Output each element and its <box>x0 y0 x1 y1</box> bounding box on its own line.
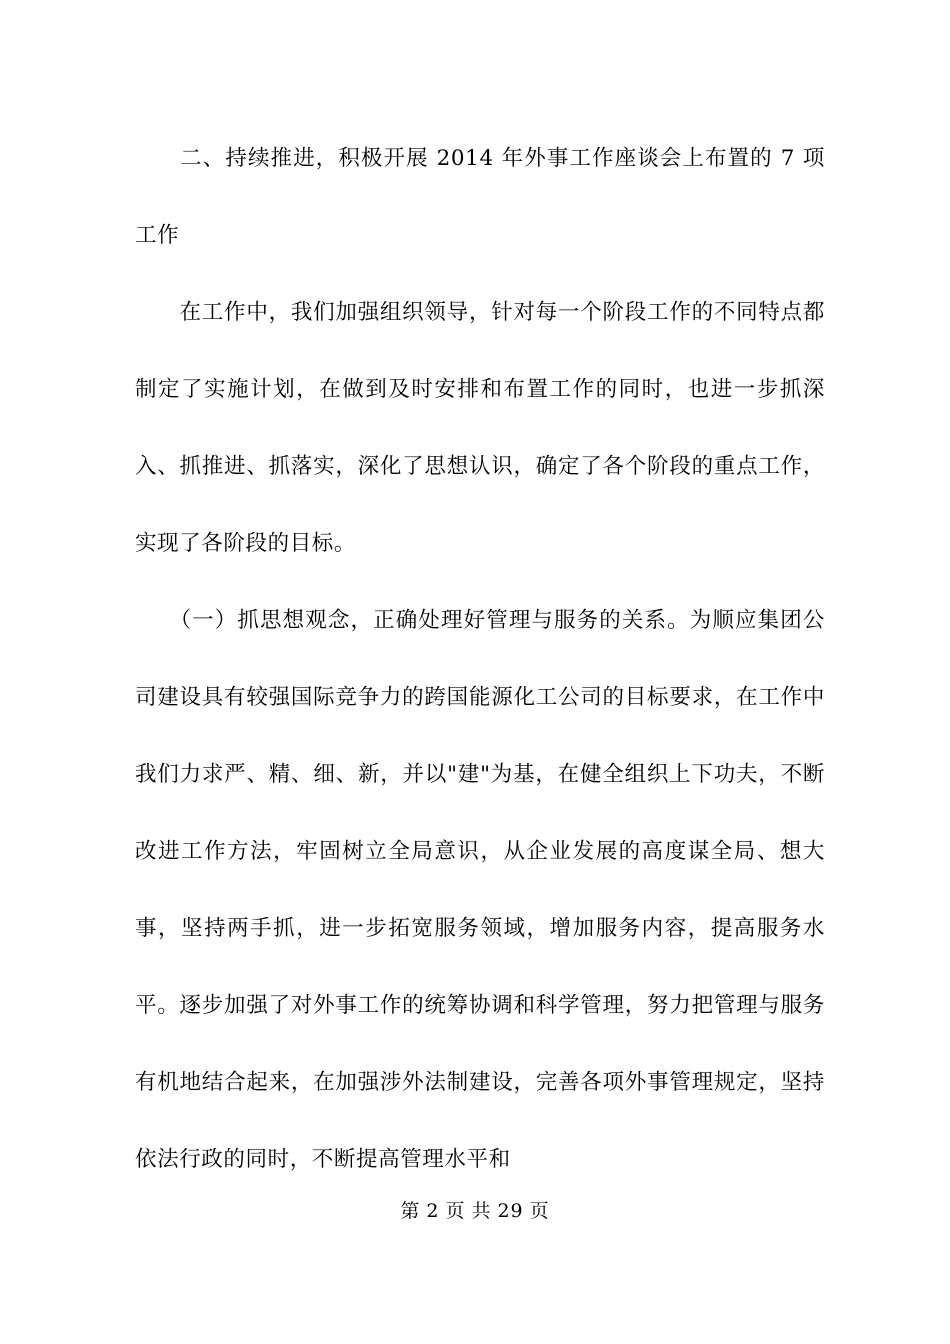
paragraph-heading: 二、持续推进，积极开展 2014 年外事工作座谈会上布置的 7 项工作 <box>135 146 825 248</box>
footer-page-unit: 页 <box>445 1200 466 1222</box>
page-footer <box>0 1196 950 1223</box>
footer-page-label: 第 <box>400 1200 421 1222</box>
footer-total-number: 29 <box>497 1200 524 1222</box>
footer-total-label: 共 <box>471 1200 492 1222</box>
paragraph-body-2: （一）抓思想观念，正确处理好管理与服务的关系。为顺应集团公司建设具有较强国际竞争力的跨国能源化工公司的目标要求，在工作中我们力求严、精、细、新，并以"建"为基，在健全组织上下功夫，不断改进工作方法，牢固树立全局意识，从企业发展的高度谋全局、想大事，坚持两手抓，进一步拓宽服务领域，增加服务内容，提高服务水平。逐步加强了对外事工作的统筹协调和科学管理，努力把管理与服务有机地结合起来，在加强涉外法制建设，完善各项外事管理规定，坚持依法行政的同时，不断提高管理水平和 <box>135 608 825 1172</box>
footer-total-unit: 页 <box>529 1200 550 1222</box>
paragraph-body-1: 在工作中，我们加强组织领导，针对每一个阶段工作的不同特点都制定了实施计划，在做到及时安排和布置工作的同时，也进一步抓深入、抓推进、抓落实，深化了思想认识，确定了各个阶段的重点工作，实现了各阶段的目标。 <box>135 300 825 556</box>
document-body <box>135 120 825 1198</box>
footer-page-number: 2 <box>426 1200 440 1222</box>
